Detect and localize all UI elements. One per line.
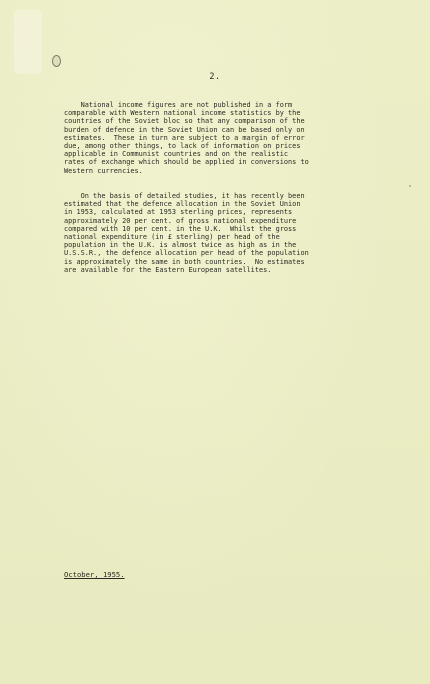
page-number: 2. bbox=[209, 72, 221, 82]
paragraph-defence-allocation: On the basis of detailed studies, it has recently been estimated that the defence allocation in the Soviet Union in 1953, calculated at 1953 sterling prices, represents approximately 20 per cent. of gross national expenditure compared with 10 per cent. in the U.K. Whilst the gross national expenditure (in £ sterling) per head of the population in the U.K. is almost twice as high as in the U.S.S.R., the defence allocation per head of the population is approximately the same in both countries. No estimates are available for the Eastern European satellites. bbox=[64, 192, 309, 274]
punch-hole bbox=[52, 55, 61, 67]
paper-speck bbox=[409, 185, 411, 187]
paragraph-national-income: National income figures are not published in a form comparable with Western national income statistics by the countries of the Soviet bloc so that any comparison of the burden of defence in the Soviet Union can be based only on estimates. These in turn are subject to a margin of error due, among other things, to lack of information on prices applicable in Communist countries and on the realistic rates of exchange which should be applied in conversions to Western currencies. bbox=[64, 101, 309, 175]
paper-tab bbox=[14, 10, 42, 74]
document-date: October, 1955. bbox=[64, 570, 125, 579]
